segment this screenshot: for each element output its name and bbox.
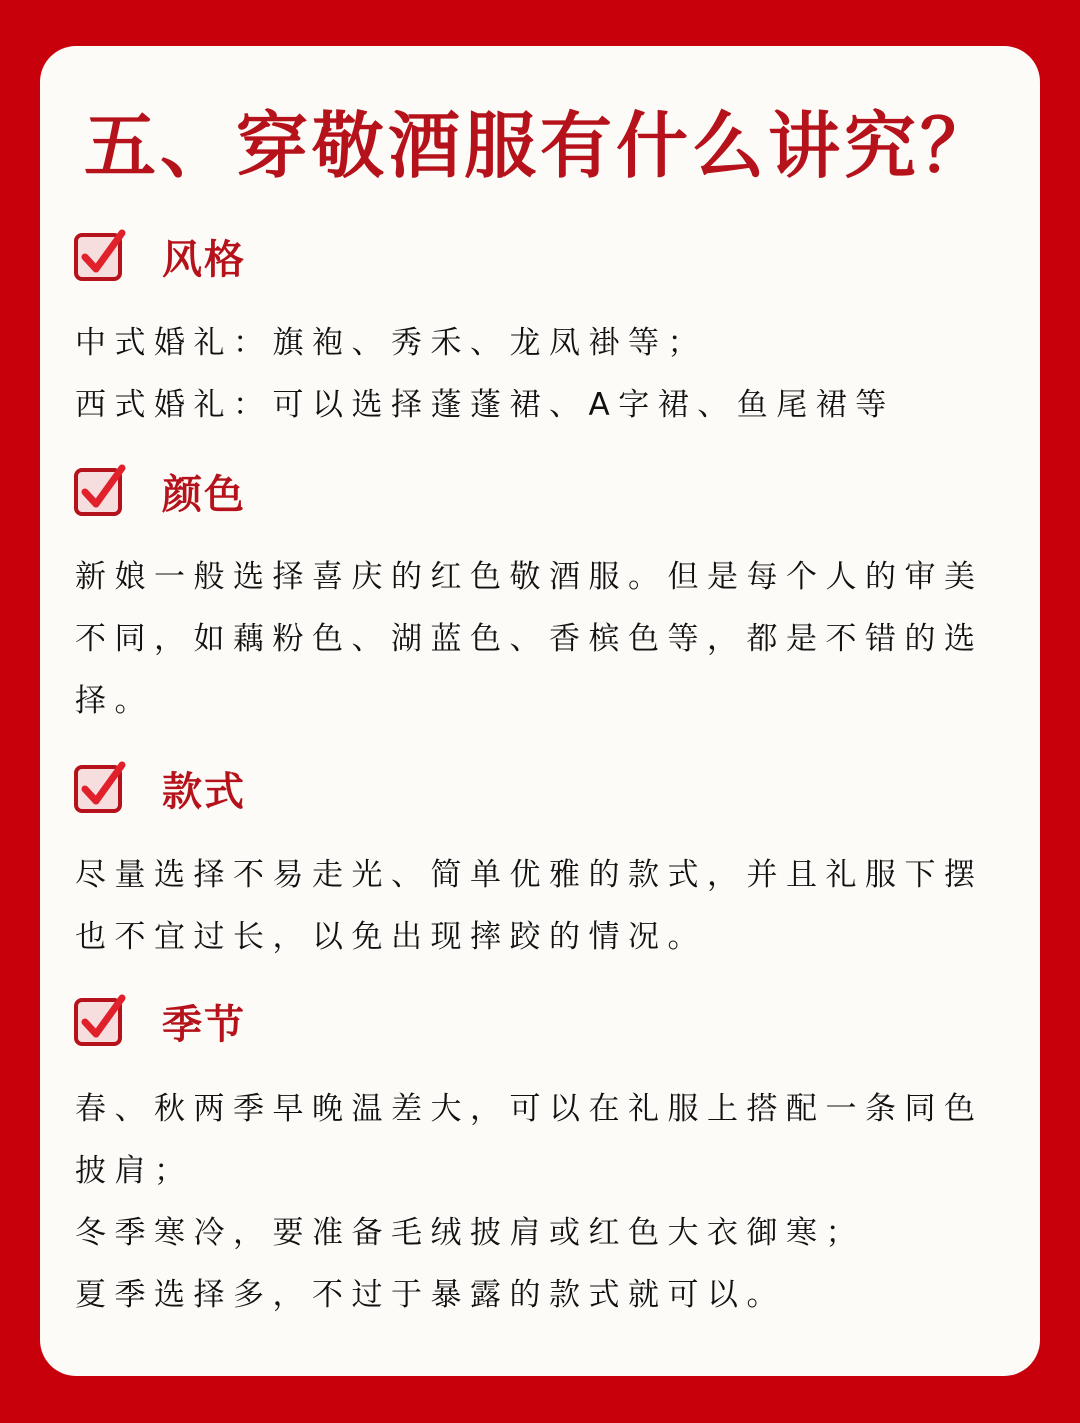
- text-line: 中式婚礼：旗袍、秀禾、龙凤褂等；: [75, 325, 707, 361]
- text-line: 披肩；: [75, 1153, 194, 1189]
- section-header-style: [72, 226, 246, 286]
- section-header-design: [72, 758, 246, 818]
- section-body-style: [75, 312, 1005, 436]
- text-line: 尽量选择不易走光、简单优雅的款式，并且礼服下摆: [75, 857, 984, 893]
- text-line: 冬季寒冷，要准备毛绒披肩或红色大衣御寒；: [75, 1215, 865, 1251]
- section-title-season: 季节: [162, 1001, 246, 1048]
- text-line: 也不宜过长，以免出现摔跤的情况。: [75, 919, 707, 955]
- section-body-design: [75, 844, 1005, 968]
- section-body-season: [75, 1078, 1005, 1326]
- content-card: [40, 46, 1040, 1376]
- section-header-season: [72, 991, 246, 1051]
- checkbox-checked-icon: [72, 227, 130, 285]
- checkbox-checked-icon: [72, 992, 130, 1050]
- page-title: 五、穿敬酒服有什么讲究？: [83, 104, 996, 188]
- section-title-style: 风格: [162, 236, 246, 283]
- section-title-color: 颜色: [162, 471, 246, 518]
- checkbox-checked-icon: [72, 462, 130, 520]
- text-line: 春、秋两季早晚温差大，可以在礼服上搭配一条同色: [75, 1091, 984, 1127]
- section-header-color: [72, 461, 246, 521]
- section-body-color: [75, 546, 1005, 732]
- text-line: 不同，如藕粉色、湖蓝色、香槟色等，都是不错的选: [75, 621, 984, 657]
- text-line: 西式婚礼：可以选择蓬蓬裙、A字裙、鱼尾裙等: [75, 387, 895, 423]
- text-line: 新娘一般选择喜庆的红色敬酒服。但是每个人的审美: [75, 559, 984, 595]
- section-title-design: 款式: [162, 768, 246, 815]
- text-line: 择。: [75, 683, 154, 719]
- checkbox-checked-icon: [72, 759, 130, 817]
- text-line: 夏季选择多，不过于暴露的款式就可以。: [75, 1277, 786, 1313]
